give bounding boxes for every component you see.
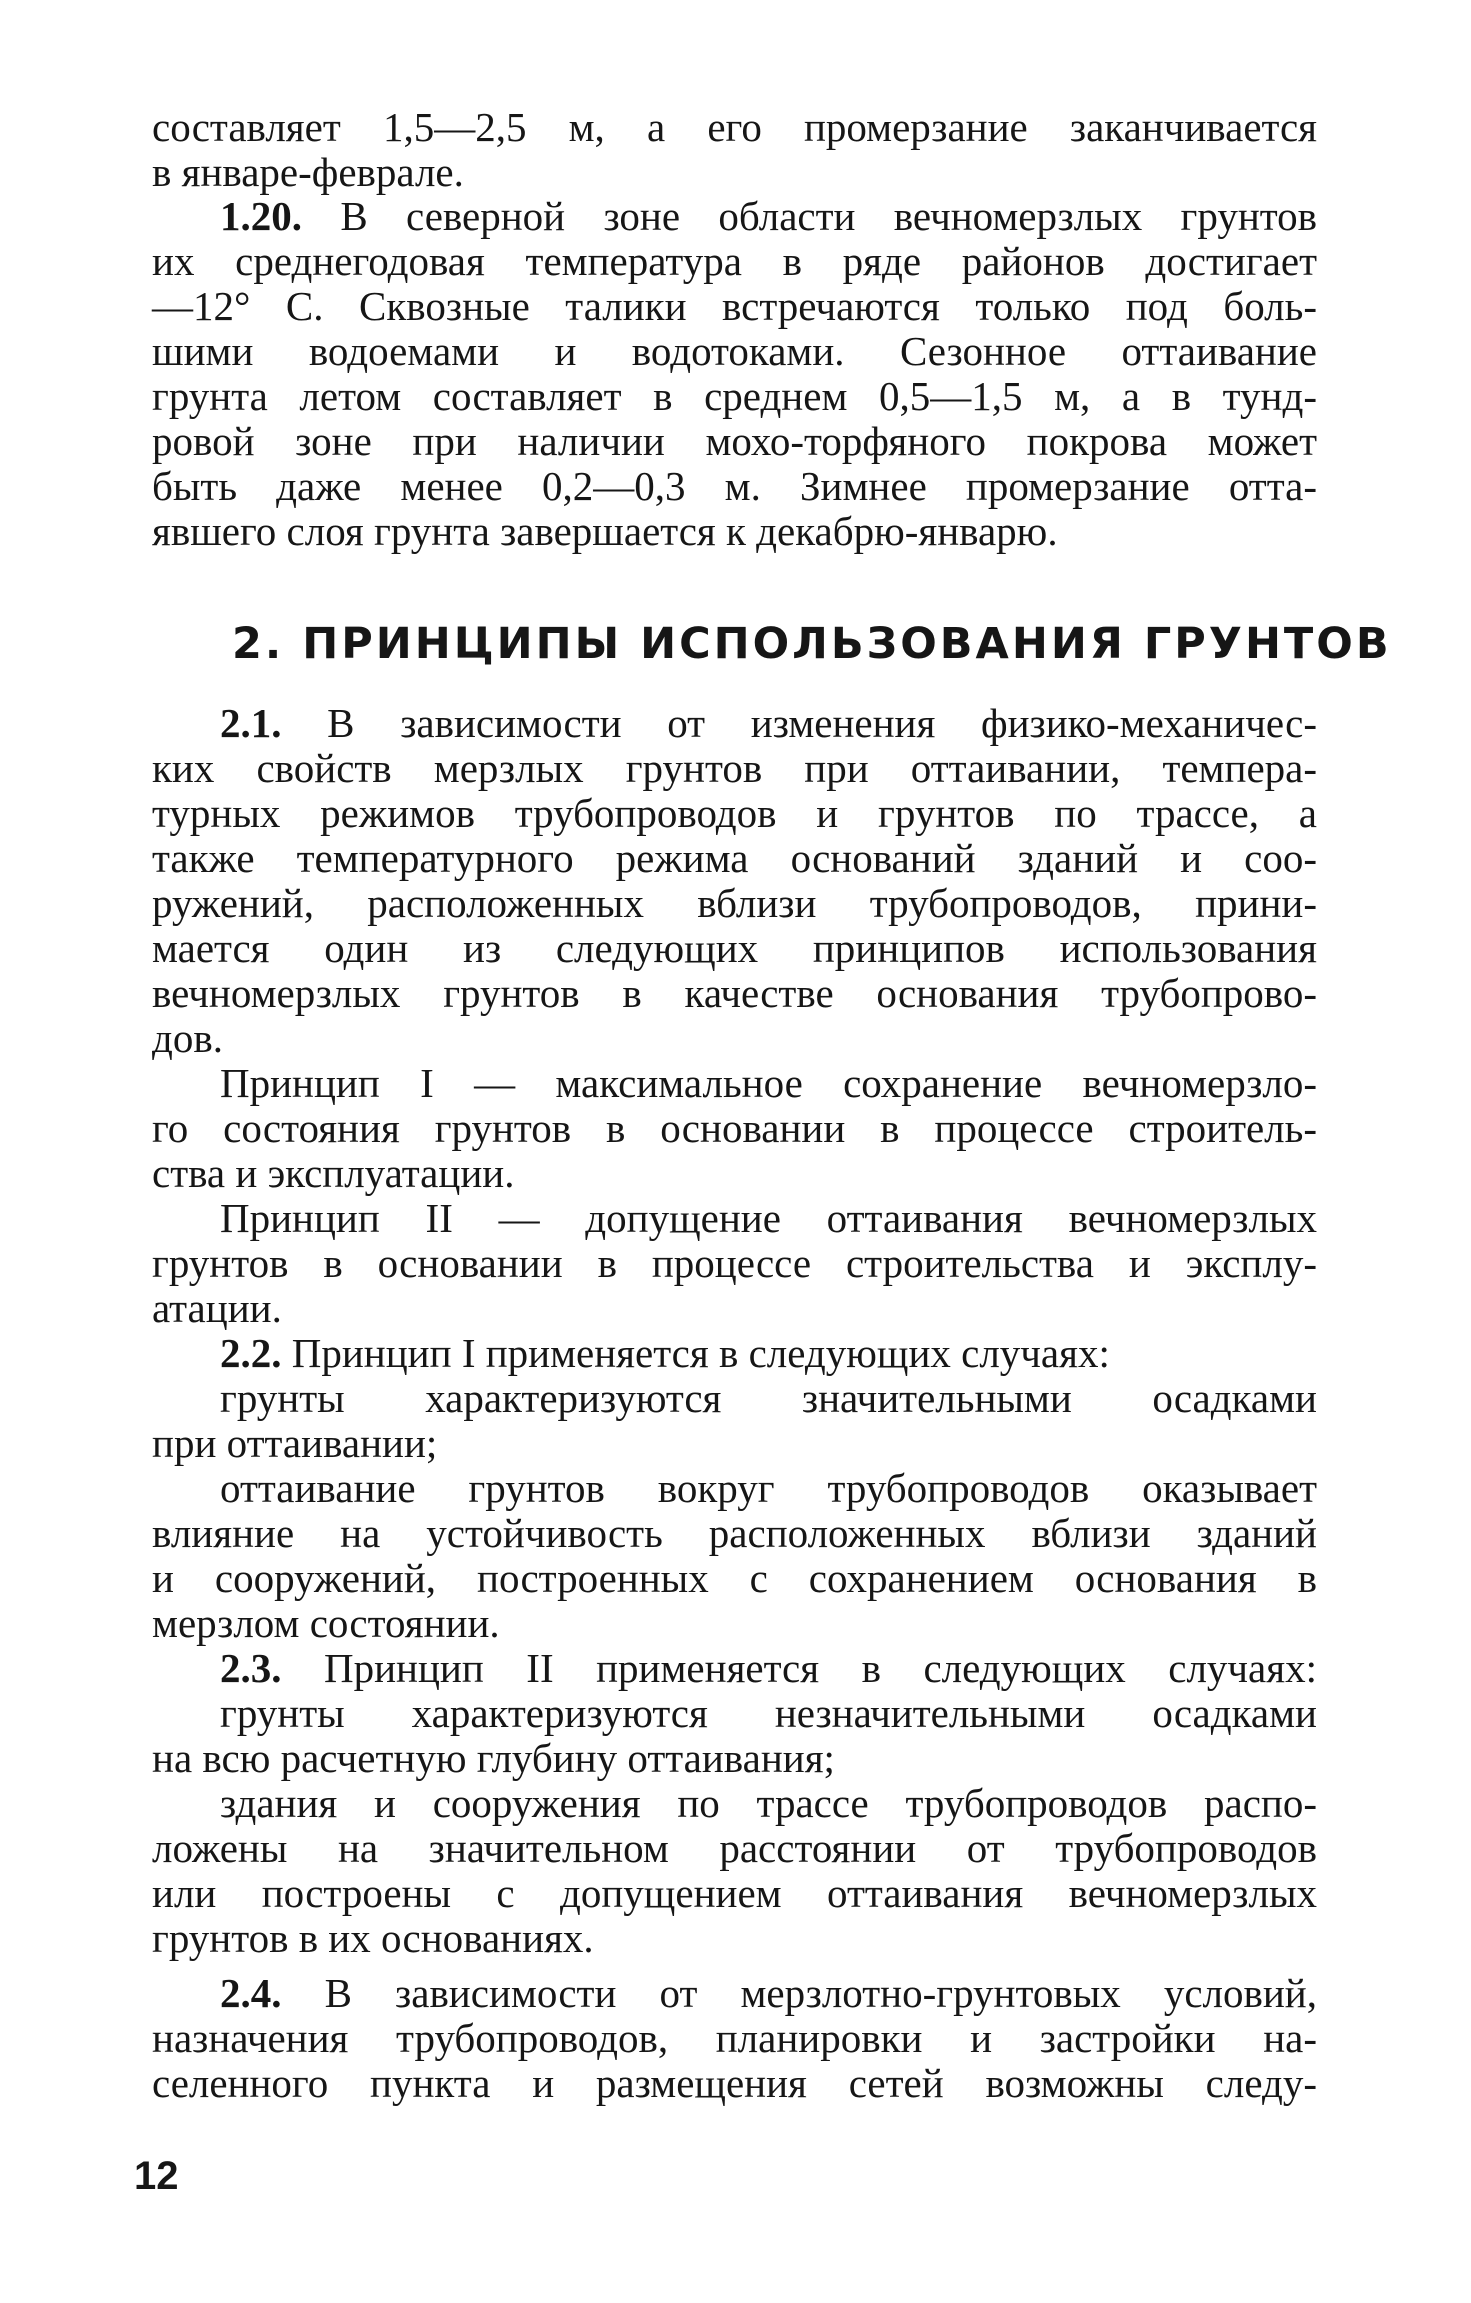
paragraph-number: 2.2. [220,1330,282,1376]
paragraph-line: и сооружений, построенных с сохранением основания в [152,1555,1317,1601]
section-heading: 2. ПРИНЦИПЫ ИСПОЛЬЗОВАНИЯ ГРУНТОВ [232,619,1392,669]
paragraph-line: влияние на устойчивость расположенных вблизи зданий [152,1510,1317,1556]
paragraph-line: мается один из следующих принципов использования [152,925,1317,971]
case-first-line: грунты характеризуются незначительными осадками [220,1690,1317,1736]
paragraph-line: го состояния грунтов в основании в процессе строитель- [152,1105,1317,1151]
paragraph-line: быть даже менее 0,2—0,3 м. Зимнее промерзание отта- [152,463,1317,509]
paragraph-line: грунта летом составляет в среднем 0,5—1,5 м, а в тунд- [152,373,1317,419]
case-first-line: грунты характеризуются значительными осадками [220,1375,1317,1421]
paragraph-text: В зависимости от изменения физико-механичес- [281,700,1317,746]
paragraph-line: —12° С. Сквозные талики встречаются только под боль- [152,283,1317,329]
paragraph-line: ства и эксплуатации. [152,1150,515,1196]
paragraph-line: на всю расчетную глубину оттаивания; [152,1735,835,1781]
case-first-line: здания и сооружения по трассе трубопроводов распо- [220,1780,1317,1826]
paragraph-line: турных режимов трубопроводов и грунтов по трассе, а [152,790,1317,836]
paragraph-line: грунтов в основании в процессе строительства и эксплу- [152,1240,1317,1286]
paragraph-line: также температурного режима оснований зданий и соо- [152,835,1317,881]
paragraph-line: мерзлом состоянии. [152,1600,500,1646]
paragraph-text: Принцип I применяется в следующих случаях: [281,1330,1110,1376]
page-number: 12 [134,2154,179,2198]
paragraph-text: В северной зоне области вечномерзлых грунтов [302,193,1317,239]
principle-1-first-line: Принцип I — максимальное сохранение вечномерзло- [220,1060,1317,1106]
paragraph-line: или построены с допущением оттаивания вечномерзлых [152,1870,1317,1916]
paragraph-line: назначения трубопроводов, планировки и застройки на- [152,2015,1317,2061]
paragraph-2-2-first-line [220,1330,1317,1376]
paragraph-line: ких свойств мерзлых грунтов при оттаивании, темпера- [152,745,1317,791]
paragraph-line: дов. [152,1015,223,1061]
paragraph-line: в январе-феврале. [152,149,464,195]
paragraph-line: составляет 1,5—2,5 м, а его промерзание заканчивается [152,104,1317,150]
paragraph-1-20-first-line [220,193,1317,239]
paragraph-text: В зависимости от мерзлотно-грунтовых условий, [281,1970,1317,2016]
paragraph-line: ровой зоне при наличии мохо-торфяного покрова может [152,418,1317,464]
paragraph-number: 1.20. [220,193,302,239]
paragraph-line: грунтов в их основаниях. [152,1915,594,1961]
paragraph-line: их среднегодовая температура в ряде районов достигает [152,238,1317,284]
paragraph-line: явшего слоя грунта завершается к декабрю-январю. [152,508,1058,554]
paragraph-line: вечномерзлых грунтов в качестве основания трубопрово- [152,970,1317,1016]
paragraph-line: селенного пункта и размещения сетей возможны следу- [152,2060,1317,2106]
case-first-line: оттаивание грунтов вокруг трубопроводов оказывает [220,1465,1317,1511]
paragraph-2-1-first-line [220,700,1317,746]
paragraph-number: 2.1. [220,700,282,746]
paragraph-line: ложены на значительном расстоянии от трубопроводов [152,1825,1317,1871]
paragraph-2-3-first-line [220,1645,1317,1691]
paragraph-line: при оттаивании; [152,1420,438,1466]
paragraph-line: атации. [152,1285,282,1331]
principle-2-first-line: Принцип II — допущение оттаивания вечномерзлых [220,1195,1317,1241]
paragraph-number: 2.3. [220,1645,282,1691]
paragraph-2-4-first-line [220,1970,1317,2016]
paragraph-line: ружений, расположенных вблизи трубопроводов, прини- [152,880,1317,926]
paragraph-line: шими водоемами и водотоками. Сезонное оттаивание [152,328,1317,374]
paragraph-number: 2.4. [220,1970,282,2016]
paragraph-text: Принцип II применяется в следующих случаях: [281,1645,1317,1691]
